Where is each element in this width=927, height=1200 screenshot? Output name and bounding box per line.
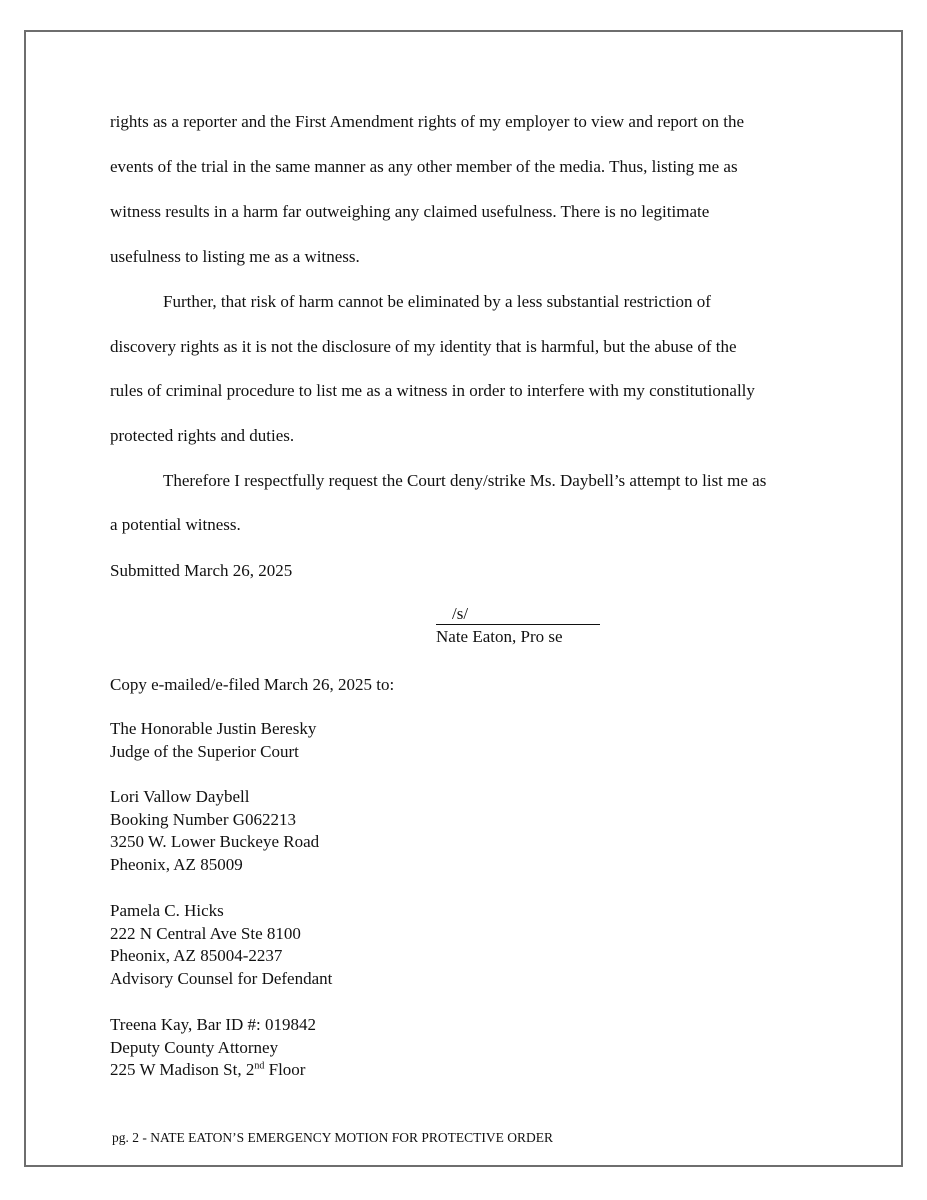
- body-line: protected rights and duties.: [110, 426, 295, 445]
- ordinal-suffix: nd: [254, 1060, 265, 1072]
- recipient-line: 222 N Central Ave Ste 8100: [110, 923, 301, 943]
- body-line: Further, that risk of harm cannot be eliminated by a less substantial restriction of: [163, 292, 711, 311]
- recipient-line: The Honorable Justin Beresky: [110, 719, 317, 738]
- address-text: 225 W Madison St, 2: [110, 1060, 255, 1079]
- recipient-line: Pheonix, AZ 85004-2237: [110, 946, 283, 965]
- recipient-address: [110, 1059, 316, 1082]
- recipient-line: Advisory Counsel for Defendant: [110, 968, 333, 988]
- body-line: a potential witness.: [110, 515, 241, 534]
- body-line: witness results in a harm far outweighing any claimed usefulness. There is no legitimate: [110, 202, 710, 221]
- signature-name: Nate Eaton, Pro se: [436, 627, 563, 646]
- recipient-defendant: [110, 786, 319, 876]
- recipient-line: Pamela C. Hicks: [110, 901, 224, 920]
- body-line: Therefore I respectfully request the Court deny/strike Ms. Daybell’s attempt to list me as: [163, 471, 767, 490]
- recipient-line: Deputy County Attorney: [110, 1037, 279, 1057]
- body-line: discovery rights as it is not the disclosure of my identity that is harmful, but the abuse of the: [110, 337, 737, 356]
- recipient-line: Pheonix, AZ 85009: [110, 854, 243, 874]
- page-footer: pg. 2 - NATE EATON’S EMERGENCY MOTION FOR PROTECTIVE ORDER: [112, 1130, 553, 1145]
- recipient-line: 3250 W. Lower Buckeye Road: [110, 832, 320, 851]
- recipient-attorney: [110, 1014, 316, 1082]
- address-text: Floor: [264, 1060, 306, 1079]
- body-line: events of the trial in the same manner as any other member of the media. Thus, listing me as: [110, 157, 738, 176]
- recipient-judge: [110, 718, 316, 763]
- copy-line: Copy e-mailed/e-filed March 26, 2025 to:: [110, 675, 395, 694]
- recipient-counsel: [110, 900, 332, 990]
- recipient-line: Lori Vallow Daybell: [110, 787, 250, 806]
- recipient-line: Judge of the Superior Court: [110, 741, 299, 761]
- recipient-line: Booking Number G062213: [110, 809, 297, 829]
- submitted-date: Submitted March 26, 2025: [110, 561, 293, 580]
- page-border: [24, 30, 903, 1167]
- body-line: rights as a reporter and the First Amendment rights of my employer to view and report on the: [110, 112, 745, 131]
- recipient-line: Treena Kay, Bar ID #: 019842: [110, 1015, 317, 1034]
- signature-mark: /s/: [436, 604, 600, 625]
- body-line: rules of criminal procedure to list me as a witness in order to interfere with my constitutionally: [110, 381, 755, 400]
- body-line: usefulness to listing me as a witness.: [110, 247, 360, 266]
